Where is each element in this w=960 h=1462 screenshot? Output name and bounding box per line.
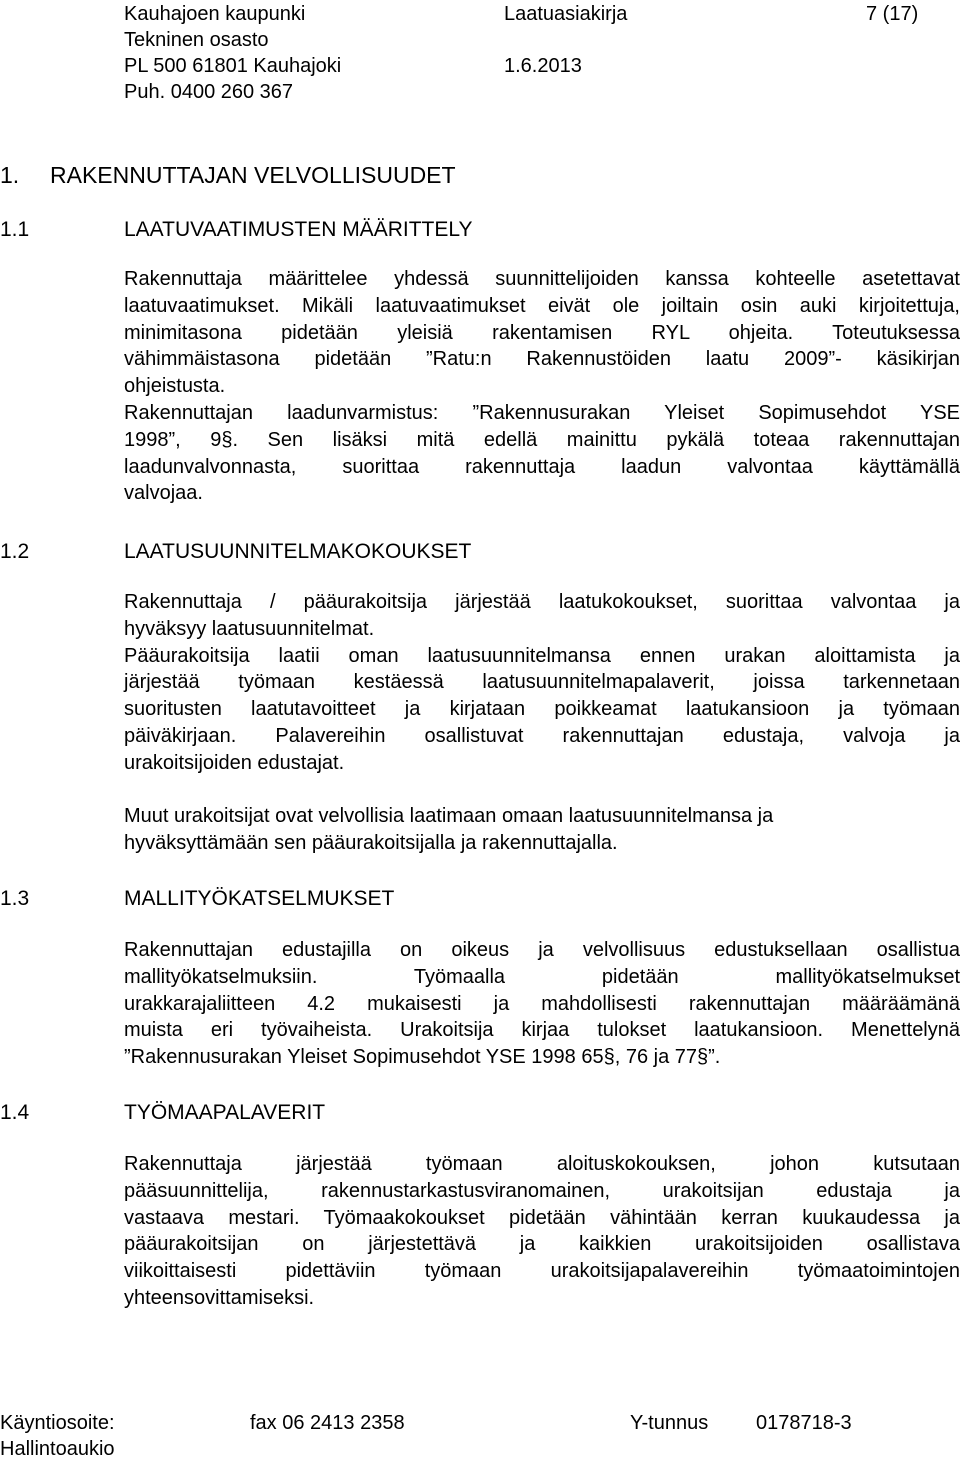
header-doc-type: Laatuasiakirja (504, 3, 628, 25)
section-number: 1.1 (0, 218, 30, 241)
text-line: valvojaa. (124, 482, 203, 505)
text-line: laatuvaatimukset. Mikäli laatuvaatimukset eivät ole joiltain osin auki kirjoitettuja, (124, 294, 960, 317)
section-paragraph (124, 803, 960, 857)
footer-fax: fax 06 2413 2358 (250, 1412, 405, 1434)
text-line: 1998”, 9§. Sen lisäksi mitä edellä mainittu pykälä toteaa rakennuttajan (124, 428, 960, 451)
header-dept: Tekninen osasto (124, 29, 269, 51)
text-line: Rakennuttajan laadunvarmistus: ”Rakennusurakan Yleiset Sopimusehdot YSE (124, 401, 960, 424)
text-line: Rakennuttaja määrittelee yhdessä suunnittelijoiden kanssa kohteelle asetettavat (124, 268, 960, 290)
text-line: Muut urakoitsijat ovat velvollisia laatimaan omaan laatusuunnitelmansa ja (124, 805, 774, 827)
section-number: 1.4 (0, 1101, 30, 1124)
footer-ytunnus-label: Y-tunnus (630, 1412, 709, 1434)
section-paragraph (124, 266, 960, 507)
header-phone: Puh. 0400 260 367 (124, 81, 294, 103)
header-page-number: 7 (17) (866, 3, 919, 25)
text-line: minimitasona pidetään yleisiä rakentamisen RYL ohjeita. Toteutuksessa (124, 321, 960, 344)
text-line: muista eri työvaiheista. Urakoitsija kirjaa tulokset laatukansioon. Menettelynä (124, 1019, 960, 1042)
chapter-number: 1. (0, 162, 20, 188)
section-title: LAATUVAATIMUSTEN MÄÄRITTELY (124, 218, 473, 241)
footer-visit-label: Käyntiosoite: (0, 1412, 115, 1434)
section-paragraph (124, 937, 960, 1071)
text-line: Pääurakoitsija laatii oman laatusuunnitelmansa ennen urakan aloittamista ja (124, 644, 960, 667)
text-line: hyväksyttämään sen pääurakoitsijalla ja rakennuttajalla. (124, 831, 618, 854)
text-line: päiväkirjaan. Palavereihin osallistuvat rakennuttajan edustaja, valvoja ja (124, 724, 960, 747)
footer-visit-value: Hallintoaukio (0, 1438, 115, 1460)
text-line: hyväksyy laatusuunnitelmat. (124, 617, 375, 640)
section-title: TYÖMAAPALAVERIT (124, 1101, 326, 1124)
text-line: suoritusten laatutavoitteet ja kirjataan poikkeamat laatukansioon ja työmaan (124, 698, 960, 721)
text-line: urakoitsijoiden edustajat. (124, 751, 345, 774)
text-line: vähimmäistasona pidetään ”Ratu:n Rakennustöiden laatu 2009”- käsikirjan (124, 348, 960, 371)
header-address: PL 500 61801 Kauhajoki (124, 55, 342, 77)
text-line: pääurakoitsijan on järjestettävä ja kaikkien urakoitsijoiden osallistava (124, 1233, 960, 1256)
text-line: järjestää työmaan kestäessä laatusuunnitelmapalaverit, joissa tarkennetaan (124, 671, 960, 694)
section-paragraph (124, 589, 960, 777)
section-paragraph (124, 1151, 960, 1312)
section-number: 1.3 (0, 887, 30, 910)
text-line: Rakennuttajan edustajilla on oikeus ja velvollisuus edustuksellaan osallistua (124, 939, 960, 961)
header-date: 1.6.2013 (504, 55, 582, 77)
text-line: urakkarajaliitteen 4.2 mukaisesti ja mahdollisesti rakennuttajan määräämänä (124, 992, 960, 1015)
text-line: yhteensovittamiseksi. (124, 1286, 315, 1309)
text-line: viikoittaisesti pidettäviin työmaan urakoitsijapalavereihin työmaatoimintojen (124, 1260, 960, 1283)
text-line: Rakennuttaja / pääurakoitsija järjestää laatukokoukset, suorittaa valvontaa ja (124, 591, 960, 613)
section-title: LAATUSUUNNITELMAKOKOUKSET (124, 540, 472, 563)
chapter-title: RAKENNUTTAJAN VELVOLLISUUDET (50, 162, 456, 188)
text-line: Rakennuttaja järjestää työmaan aloituskokouksen, johon kutsutaan (124, 1153, 960, 1175)
footer-ytunnus-value: 0178718-3 (756, 1412, 852, 1434)
text-line: ”Rakennusurakan Yleiset Sopimusehdot YSE 1998 65§, 76 ja 77§”. (124, 1046, 721, 1069)
text-line: laadunvalvonnasta, suorittaa rakennuttaja laadun valvontaa käyttämällä (124, 455, 960, 478)
section-number: 1.2 (0, 540, 30, 563)
header-org: Kauhajoen kaupunki (124, 3, 306, 25)
text-line: vastaava mestari. Työmaakokoukset pidetään vähintään kerran kuukaudessa ja (124, 1206, 960, 1229)
text-line: ohjeistusta. (124, 375, 226, 398)
text-line: mallityökatselmuksiin. Työmaalla pidetään mallityökatselmukset (124, 965, 960, 988)
section-title: MALLITYÖKATSELMUKSET (124, 887, 395, 910)
text-line: pääsuunnittelija, rakennustarkastusviranomainen, urakoitsijan edustaja ja (124, 1179, 960, 1202)
